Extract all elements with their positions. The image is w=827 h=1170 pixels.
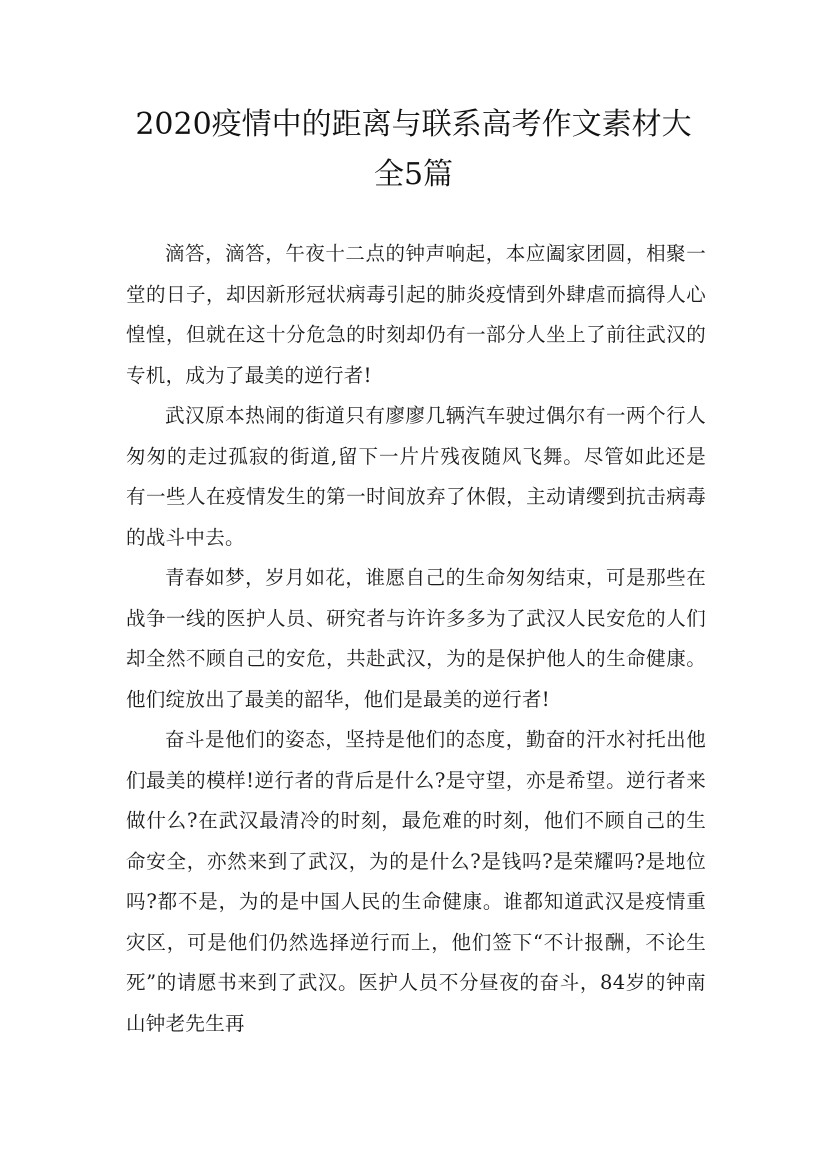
paragraph-4: 奋斗是他们的姿态，坚持是他们的态度，勤奋的汗水衬托出他们最美的模样!逆行者的背后是什么?是守望，亦是希望。逆行者来做什么?在武汉最清冷的时刻，最危难的时刻，他们不顾自己的生命安全，亦然来到了武汉，为的是什么?是钱吗?是荣耀吗?是地位吗?都不是，为的是中国人民的生命健康。谁都知道武汉是疫情重灾区，可是他们仍然选择逆行而上，他们签下“不计报酬，不论生死”的请愿书来到了武汉。医护人员不分昼夜的奋斗，84岁的钟南山钟老先生再 bbox=[126, 728, 706, 1035]
document-body bbox=[126, 234, 706, 1044]
paragraph-1: 滴答，滴答，午夜十二点的钟声响起，本应阖家团圆，相聚一堂的日子，却因新形冠状病毒引起的肺炎疫情到外肆虐而搞得人心惶惶，但就在这十分危急的时刻却仍有一部分人坐上了前往武汉的专机，成为了最美的逆行者! bbox=[126, 242, 706, 387]
document-title bbox=[100, 100, 727, 200]
title-line-2: 全5篇 bbox=[373, 157, 454, 192]
paragraph-3: 青春如梦，岁月如花，谁愿自己的生命匆匆结束，可是那些在战争一线的医护人员、研究者与许许多多为了武汉人民安危的人们却全然不顾自己的安危，共赴武汉，为的是保护他人的生命健康。他们绽放出了最美的韶华，他们是最美的逆行者! bbox=[126, 566, 706, 711]
title-line-1: 2020疫情中的距离与联系高考作文素材大 bbox=[135, 107, 692, 142]
paragraph-2: 武汉原本热闹的街道只有廖廖几辆汽车驶过偶尔有一两个行人匆匆的走过孤寂的街道,留下一片片残夜随风飞舞。尽管如此还是有一些人在疫情发生的第一时间放弃了休假，主动请缨到抗击病毒的战斗中去。 bbox=[126, 404, 706, 549]
